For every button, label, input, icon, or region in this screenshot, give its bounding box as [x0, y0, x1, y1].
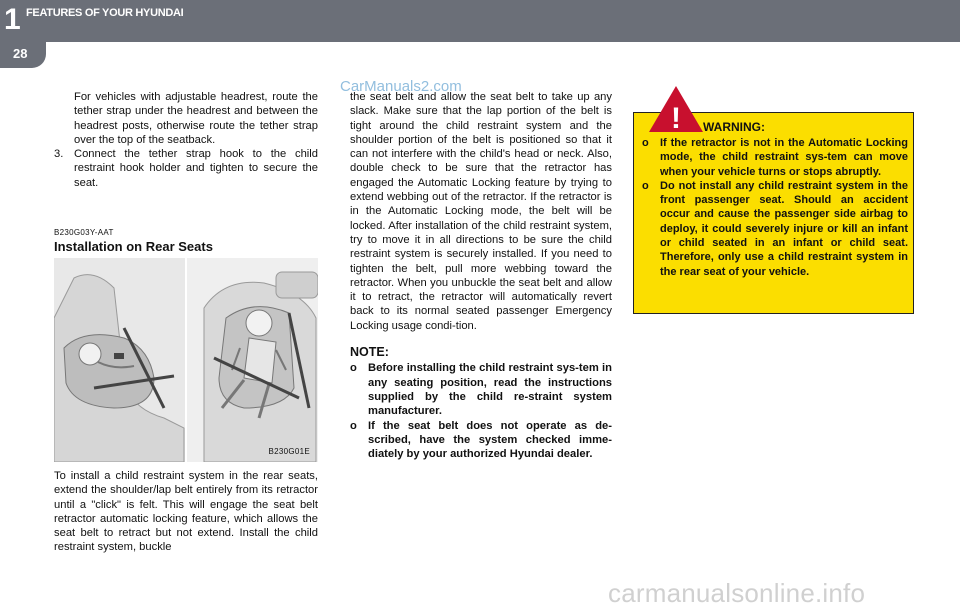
warning-item-1: [642, 136, 908, 179]
watermark-top: CarManuals2.com: [340, 78, 462, 95]
page-number: 28: [13, 46, 28, 61]
warning-item-text: If the retractor is not in the Automatic Locking mode, the child restraint sys-tem can move when your vehicle turns or stops abruptly.: [660, 137, 908, 178]
warning-triangle-icon: [647, 84, 705, 139]
page-number-tab: [0, 42, 46, 68]
left-column-intro: [54, 90, 318, 190]
note-title: NOTE:: [350, 345, 389, 360]
warning-title: WARNING:: [703, 120, 765, 134]
body-paragraph: To install a child restraint system in the rear seats, extend the shoulder/lap belt entirely from its retractor until a "click" is felt. This will engage the seat belt retractor automatic locking feature, which allows the seat belt to retract but not extend. Install the child restraint system, buckle: [54, 470, 318, 554]
child-seat-drawing: [54, 258, 318, 462]
chapter-title: FEATURES OF YOUR HYUNDAI: [26, 7, 184, 19]
note-item-text: If the seat belt does not operate as de-scribed, have the system checked imme-diately by your authorized Hyundai dealer.: [368, 419, 612, 461]
intro-paragraph: For vehicles with adjustable headrest, route the tether strap under the headrest and between the headrest posts, otherwise route the tether strap over the top of the seatback.: [74, 91, 318, 146]
step-3: [54, 147, 318, 190]
chapter-header: [0, 0, 960, 42]
section-title: Installation on Rear Seats: [54, 239, 213, 254]
step-number: 3.: [54, 148, 64, 161]
bullet-mark: o: [642, 137, 649, 149]
note-item-2: [350, 419, 612, 462]
figure-code: B230G01E: [268, 447, 310, 456]
bullet-mark: o: [350, 362, 357, 375]
child-seat-illustration: [54, 258, 318, 462]
warning-item-text: Do not install any child restraint system in the front passenger seat. Should an accident occur and cause the passenger side airbag to deploy, it could severely injure or kill an infant or child seated in an infant or child seat. Therefore, only use a child restraint system in the rear seat of your vehicle.: [660, 179, 908, 278]
warning-glyph: !: [671, 102, 681, 134]
note-item-1: [350, 361, 612, 418]
warning-body: [642, 136, 908, 279]
left-column-body: [54, 469, 318, 555]
chapter-number: 1: [4, 3, 21, 36]
note-item-text: Before installing the child restraint sys-tem in any seating position, read the instructions supplied by the child re-straint system manufacturer.: [368, 362, 612, 418]
section-code: B230G03Y-AAT: [54, 228, 114, 237]
middle-paragraph: the seat belt and allow the seat belt to take up any slack. Make sure that the lap portion of the belt is tight around the child restraint system and the shoulder portion of the belt is positioned so that it can not interfere with the child's head or neck. Also, double check to be sure that the retractor has engaged the Automatic Locking feature by trying to extend webbing out of the retractor. If the retractor is in the Automatic Locking mode, the belt will be locked. After installation of the child restraint system, try to move it in all directions to be sure the child restraint system is securely installed. If you need to tighten the belt, pull more webbing toward the retractor. When you unbuckle the seat belt and allow it to retract, the retractor will automatically revert back to its normal seated passenger Emergency Locking usage condi-tion.: [350, 91, 612, 332]
bullet-mark: o: [642, 179, 649, 192]
warning-item-2: [642, 179, 908, 279]
middle-column: [350, 90, 612, 461]
bullet-mark: o: [350, 419, 357, 432]
watermark-bottom: carmanualsonline.info: [608, 578, 866, 608]
step-text: Connect the tether strap hook to the child restraint hook holder and tighten to secure the seat.: [74, 148, 318, 189]
